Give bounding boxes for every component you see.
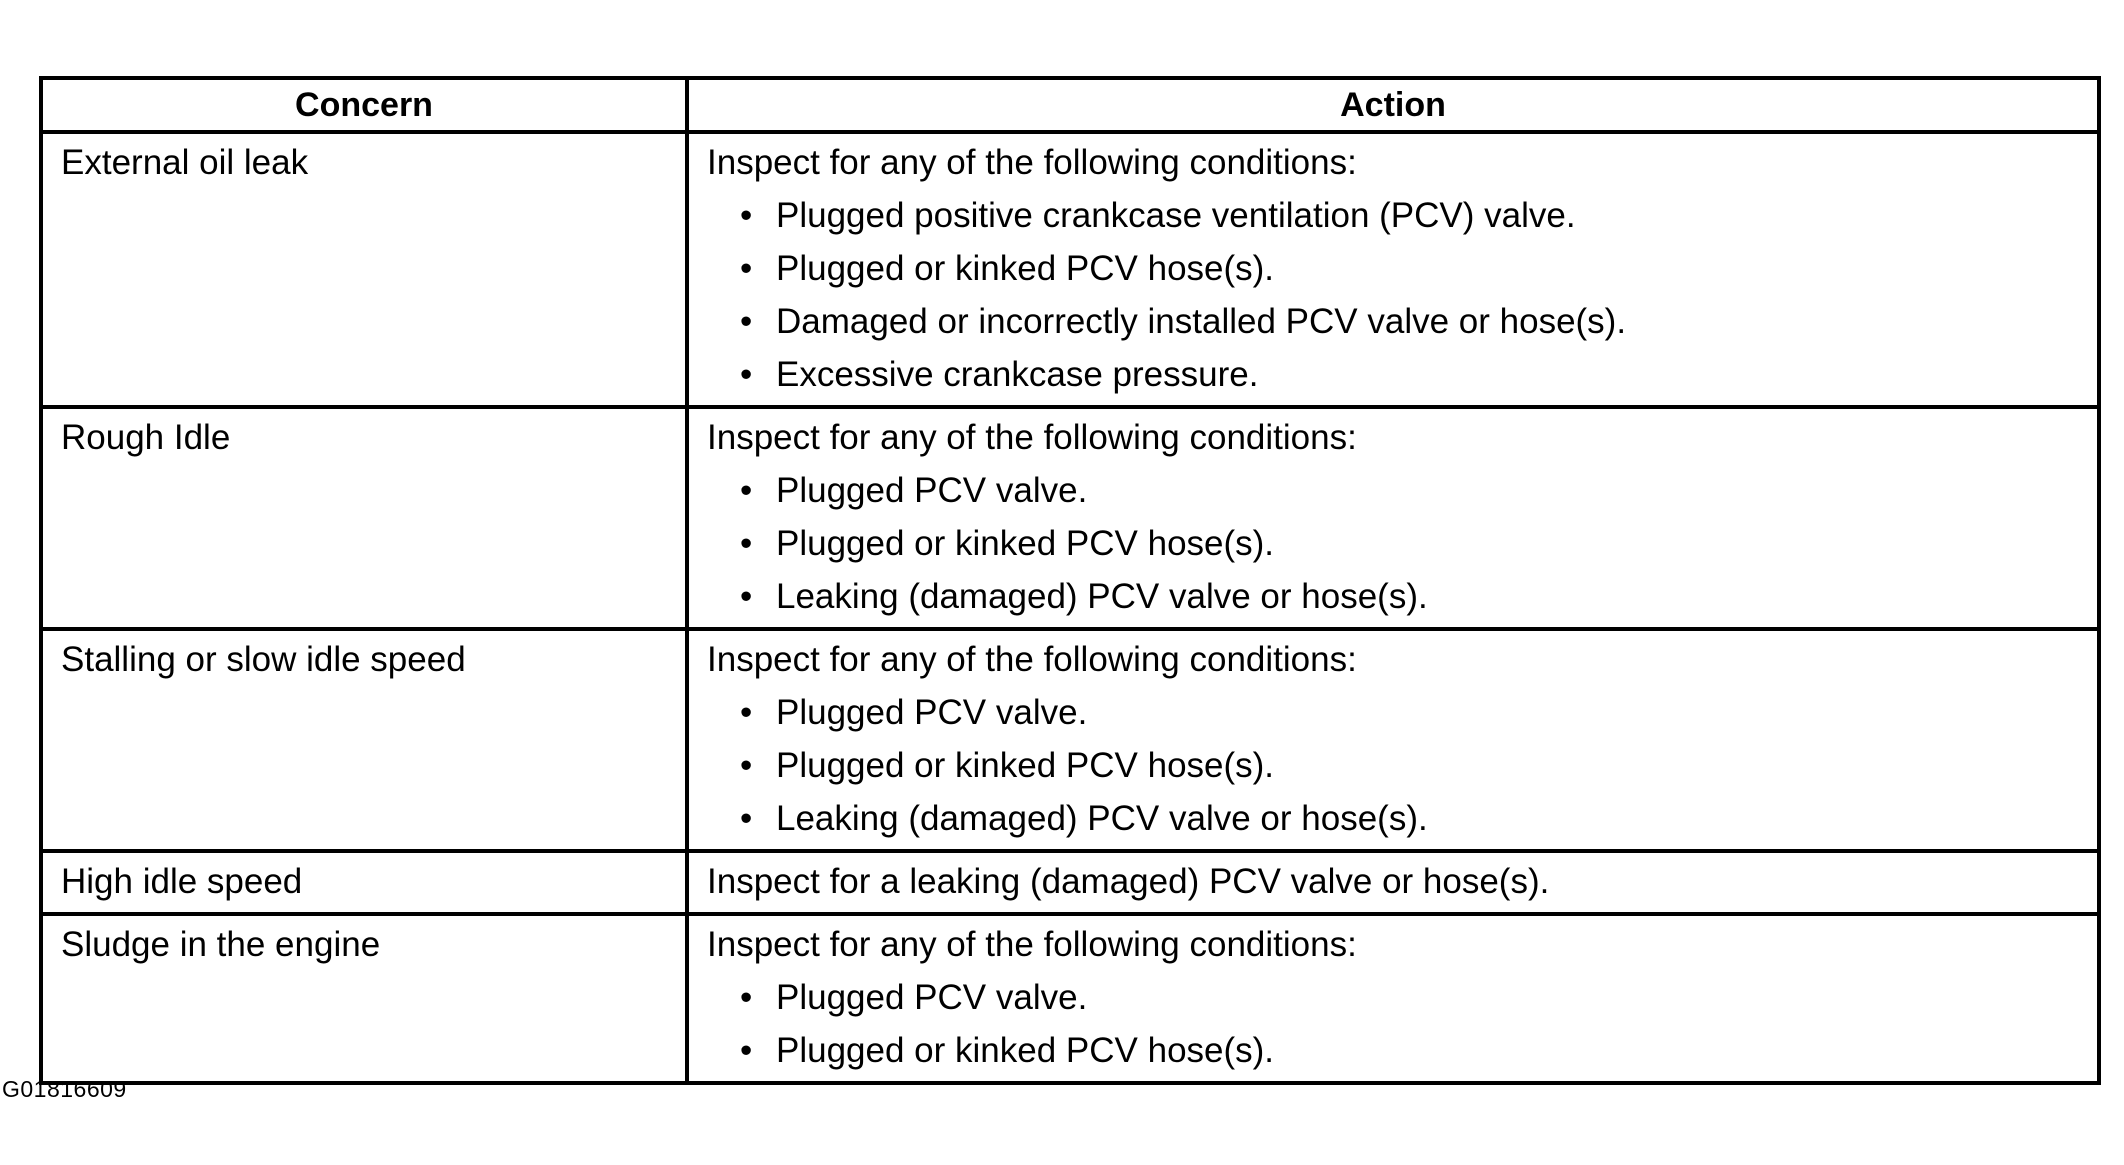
figure-id: G01816609	[2, 1076, 127, 1102]
bullet-icon: •	[740, 355, 753, 394]
table-body	[41, 132, 2099, 1083]
action-cell	[687, 914, 2099, 1083]
condition-text: Plugged or kinked PCV hose(s).	[776, 249, 1275, 288]
condition-item	[740, 686, 2079, 739]
condition-item	[740, 1024, 2079, 1077]
concern-cell: Sludge in the engine	[41, 914, 687, 1083]
bullet-icon: •	[740, 471, 753, 510]
condition-item	[740, 295, 2079, 348]
bullet-icon: •	[740, 577, 753, 616]
condition-text: Plugged PCV valve.	[776, 471, 1088, 510]
condition-item	[740, 348, 2079, 401]
action-cell	[687, 132, 2099, 407]
concern-cell: Stalling or slow idle speed	[41, 629, 687, 851]
condition-text: Excessive crankcase pressure.	[776, 355, 1259, 394]
table-row	[41, 914, 2099, 1083]
condition-text: Leaking (damaged) PCV valve or hose(s).	[776, 577, 1428, 616]
condition-text: Leaking (damaged) PCV valve or hose(s).	[776, 799, 1428, 838]
action-column-header: Action	[687, 78, 2099, 132]
concern-column-header: Concern	[41, 78, 687, 132]
action-intro: Inspect for any of the following conditions:	[707, 925, 1357, 964]
table-row	[41, 851, 2099, 914]
concern-cell: High idle speed	[41, 851, 687, 914]
bullet-icon: •	[740, 302, 753, 341]
action-intro: Inspect for a leaking (damaged) PCV valve or hose(s).	[707, 862, 1550, 901]
bullet-icon: •	[740, 249, 753, 288]
table-row	[41, 407, 2099, 629]
table-row	[41, 132, 2099, 407]
condition-list	[707, 686, 2079, 845]
condition-text: Plugged or kinked PCV hose(s).	[776, 1031, 1275, 1070]
condition-item	[740, 971, 2079, 1024]
condition-item	[740, 189, 2079, 242]
concern-cell: External oil leak	[41, 132, 687, 407]
action-cell	[687, 851, 2099, 914]
concern-cell: Rough Idle	[41, 407, 687, 629]
action-cell	[687, 629, 2099, 851]
condition-list	[707, 189, 2079, 401]
condition-text: Damaged or incorrectly installed PCV valve or hose(s).	[776, 302, 1627, 341]
condition-item	[740, 242, 2079, 295]
table-row	[41, 629, 2099, 851]
action-intro: Inspect for any of the following conditions:	[707, 418, 1357, 457]
condition-item	[740, 464, 2079, 517]
diagnostic-table	[39, 76, 2101, 1085]
bullet-icon: •	[740, 746, 753, 785]
bullet-icon: •	[740, 524, 753, 563]
bullet-icon: •	[740, 196, 753, 235]
condition-item	[740, 570, 2079, 623]
condition-list	[707, 464, 2079, 623]
condition-item	[740, 792, 2079, 845]
condition-text: Plugged PCV valve.	[776, 978, 1088, 1017]
action-cell	[687, 407, 2099, 629]
condition-text: Plugged positive crankcase ventilation (PCV) valve.	[776, 196, 1576, 235]
condition-item	[740, 739, 2079, 792]
bullet-icon: •	[740, 799, 753, 838]
condition-item	[740, 517, 2079, 570]
bullet-icon: •	[740, 1031, 753, 1070]
condition-text: Plugged or kinked PCV hose(s).	[776, 746, 1275, 785]
condition-text: Plugged or kinked PCV hose(s).	[776, 524, 1275, 563]
action-intro: Inspect for any of the following conditions:	[707, 640, 1357, 679]
condition-list	[707, 971, 2079, 1077]
condition-text: Plugged PCV valve.	[776, 693, 1088, 732]
bullet-icon: •	[740, 978, 753, 1017]
header-row	[41, 78, 2099, 132]
action-intro: Inspect for any of the following conditions:	[707, 143, 1357, 182]
table-header	[41, 78, 2099, 132]
bullet-icon: •	[740, 693, 753, 732]
